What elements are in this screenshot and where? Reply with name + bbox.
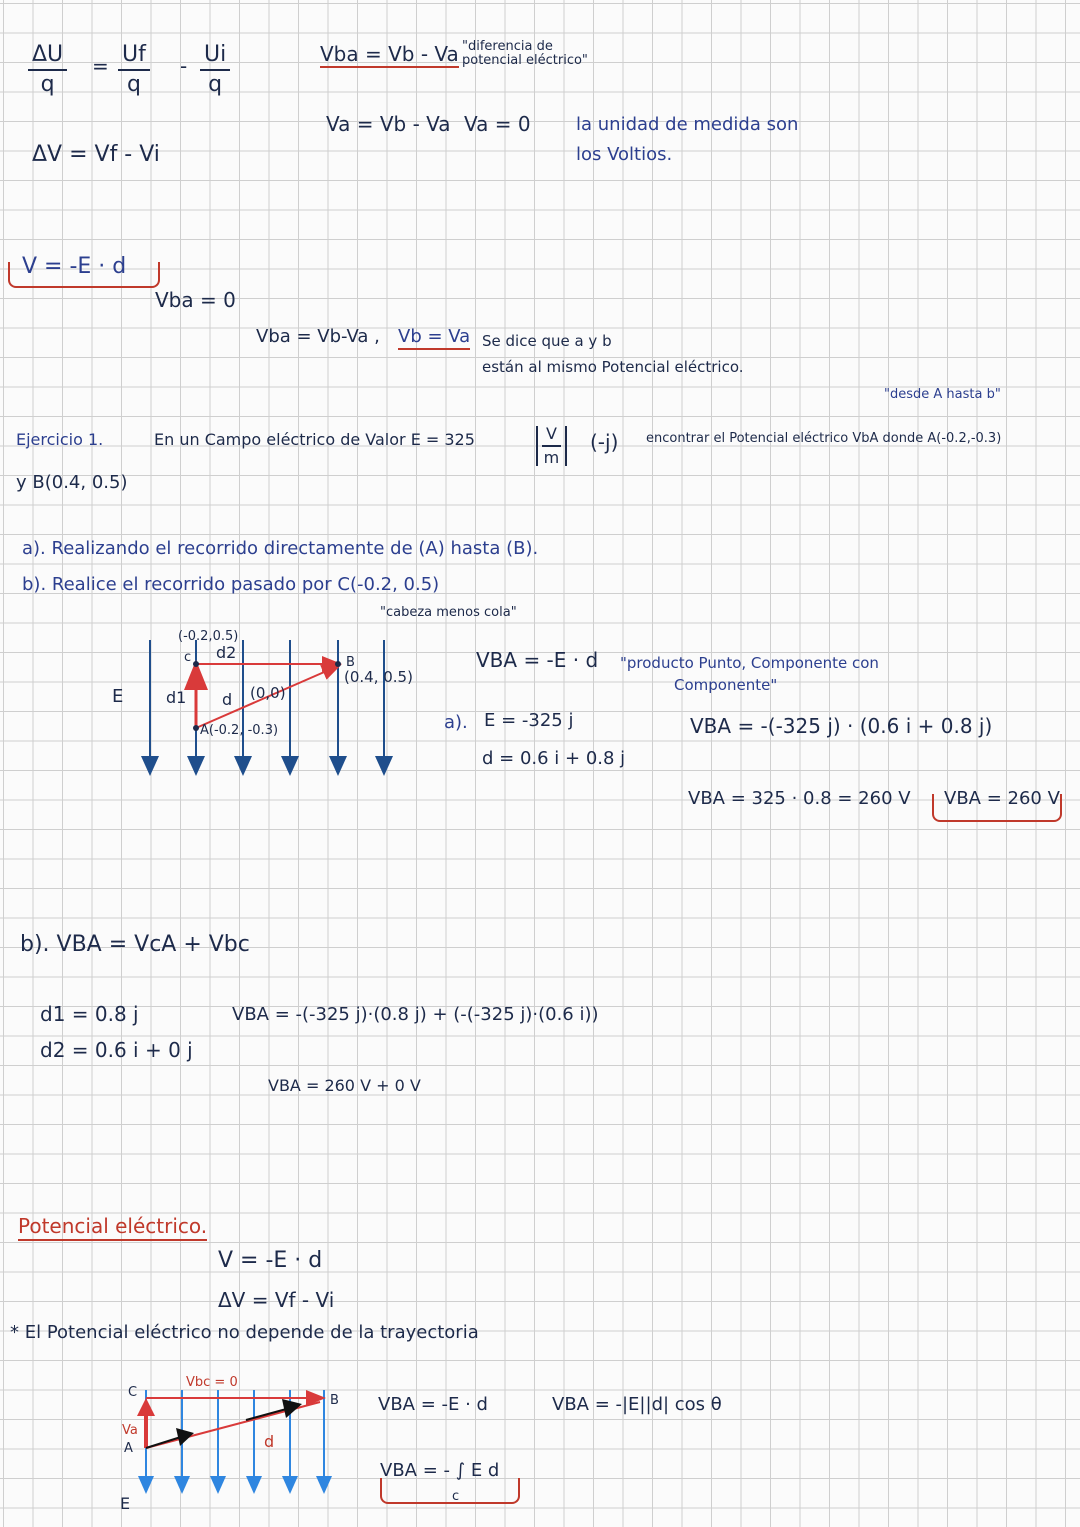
d-vector: d = 0.6 i + 0.8 j bbox=[482, 748, 626, 769]
vba-formula: VBA = -E · d bbox=[476, 648, 599, 672]
delta-v-equation: ΔV = Vf - Vi bbox=[32, 142, 160, 167]
dot-product-note-2: Componente" bbox=[674, 676, 778, 694]
equals-sign: = bbox=[92, 54, 109, 78]
potential-delta-v: ΔV = Vf - Vi bbox=[218, 1288, 335, 1312]
exercise-statement-1: En un Campo eléctrico de Valor E = 325 bbox=[154, 430, 475, 449]
red-underline-box bbox=[380, 1478, 520, 1504]
unit-note-line-1: la unidad de medida son bbox=[576, 114, 799, 135]
unit-numerator: V bbox=[542, 426, 561, 447]
vba-definition: Vba = Vb - Va bbox=[320, 42, 459, 66]
desde-a-hasta-b-note: "desde A hasta b" bbox=[884, 387, 1001, 402]
minus-sign: - bbox=[180, 54, 188, 78]
field-arrowhead bbox=[316, 1476, 332, 1494]
va-label: Va bbox=[122, 1423, 138, 1438]
vba-equation: Vba = Vb-Va , bbox=[256, 326, 380, 347]
vb-equals-va: Vb = Va bbox=[398, 328, 470, 350]
part-b-header: b). VBA = VcA + Vbc bbox=[20, 932, 250, 957]
d-label: d bbox=[222, 690, 233, 709]
vba-sum-result: VBA = 260 V + 0 V bbox=[268, 1076, 421, 1095]
fraction-denominator: q bbox=[208, 72, 223, 97]
e-vector: E = -325 j bbox=[484, 710, 574, 731]
fraction-numerator: Uf bbox=[118, 44, 150, 71]
potential-formula-boxed: V = -E · d bbox=[22, 254, 127, 279]
part-a-statement: a). Realizando el recorrido directamente de (A) hasta (B). bbox=[22, 538, 539, 559]
field-arrowheads-2 bbox=[138, 1476, 332, 1494]
point-b-label: B bbox=[346, 655, 355, 670]
vba-integral-formula: VBA = - ∫ E d bbox=[380, 1460, 500, 1481]
exercise-statement-3: y B(0.4, 0.5) bbox=[16, 472, 128, 493]
dot-product-note-1: "producto Punto, Componente con bbox=[620, 654, 879, 672]
vbc-zero-label: Vbc = 0 bbox=[186, 1375, 238, 1390]
d1-label: d1 bbox=[166, 688, 187, 707]
field-arrowhead bbox=[174, 1476, 190, 1494]
field-e-label: E bbox=[112, 686, 124, 707]
vba-substitution: VBA = -(-325 j) · (0.6 i + 0.8 j) bbox=[690, 714, 993, 738]
fraction-denominator: q bbox=[40, 72, 55, 97]
va-zero: Va = 0 bbox=[464, 112, 531, 136]
unit-note-line-2: los Voltios. bbox=[576, 144, 673, 165]
direction-minus-j: (-j) bbox=[590, 430, 619, 454]
part-b-statement: b). Realice el recorrido pasado por C(-0.2, 0.5) bbox=[22, 574, 440, 595]
fraction-numerator: Ui bbox=[200, 44, 230, 71]
vba-zero: Vba = 0 bbox=[155, 288, 236, 312]
part-a-label: a). bbox=[444, 712, 468, 733]
vector-va-arrowhead bbox=[137, 1398, 155, 1416]
difference-potential-note: "diferencia de potencial eléctrico" bbox=[462, 39, 588, 68]
same-potential-line-2: están al mismo Potencial eléctrico. bbox=[482, 358, 744, 376]
d-label-2: d bbox=[264, 1432, 275, 1451]
va-equation: Va = Vb - Va bbox=[326, 112, 451, 136]
fraction-numerator: ΔU bbox=[28, 44, 67, 71]
d1-value: d1 = 0.8 j bbox=[40, 1002, 139, 1026]
d2-label: d2 bbox=[216, 643, 237, 662]
unit-denominator: m bbox=[543, 448, 560, 467]
potential-v-formula: V = -E · d bbox=[218, 1248, 323, 1273]
potential-section-title: Potencial eléctrico. bbox=[18, 1216, 207, 1241]
exercise-statement-2: encontrar el Potencial eléctrico VbA donde A(-0.2,-0.3) bbox=[646, 431, 1002, 446]
point-c-label: c bbox=[184, 650, 192, 665]
integral-lower-limit: c bbox=[452, 1489, 460, 1504]
vba-result-boxed: VBA = 260 V bbox=[944, 788, 1060, 809]
same-potential-line-1: Se dice que a y b bbox=[482, 332, 612, 350]
field-arrowhead bbox=[246, 1476, 262, 1494]
vba-calculation: VBA = 325 · 0.8 = 260 V bbox=[688, 788, 911, 809]
d2-value: d2 = 0.6 i + 0 j bbox=[40, 1038, 193, 1062]
point-c-coord: (-0.2,0.5) bbox=[178, 629, 239, 644]
point-a-label-2: A bbox=[124, 1441, 133, 1456]
origin-label: (0,0) bbox=[250, 684, 286, 702]
field-arrowhead bbox=[282, 1476, 298, 1494]
exercise-title: Ejercicio 1. bbox=[16, 430, 104, 449]
fraction-denominator: q bbox=[126, 72, 141, 97]
head-minus-tail-note: "cabeza menos cola" bbox=[380, 605, 517, 620]
field-arrowhead bbox=[210, 1476, 226, 1494]
point-b-coord: (0.4, 0.5) bbox=[344, 668, 413, 686]
path-segment-black-2 bbox=[246, 1408, 290, 1420]
vba-dot-formula: VBA = -E · d bbox=[378, 1394, 488, 1415]
path-independence-note: * El Potencial eléctrico no depende de la trayectoria bbox=[10, 1322, 479, 1343]
vba-sum-substitution: VBA = -(-325 j)·(0.8 j) + (-(-325 j)·(0.6 i)) bbox=[232, 1004, 599, 1025]
point-a-label: A(-0.2, -0.3) bbox=[200, 723, 279, 738]
vba-cos-formula: VBA = -|E||d| cos θ bbox=[552, 1394, 722, 1415]
field-arrowhead bbox=[138, 1476, 154, 1494]
point-b-label-2: B bbox=[330, 1393, 339, 1408]
point-c-label-2: C bbox=[128, 1385, 138, 1400]
field-e-label-2: E bbox=[120, 1494, 131, 1513]
